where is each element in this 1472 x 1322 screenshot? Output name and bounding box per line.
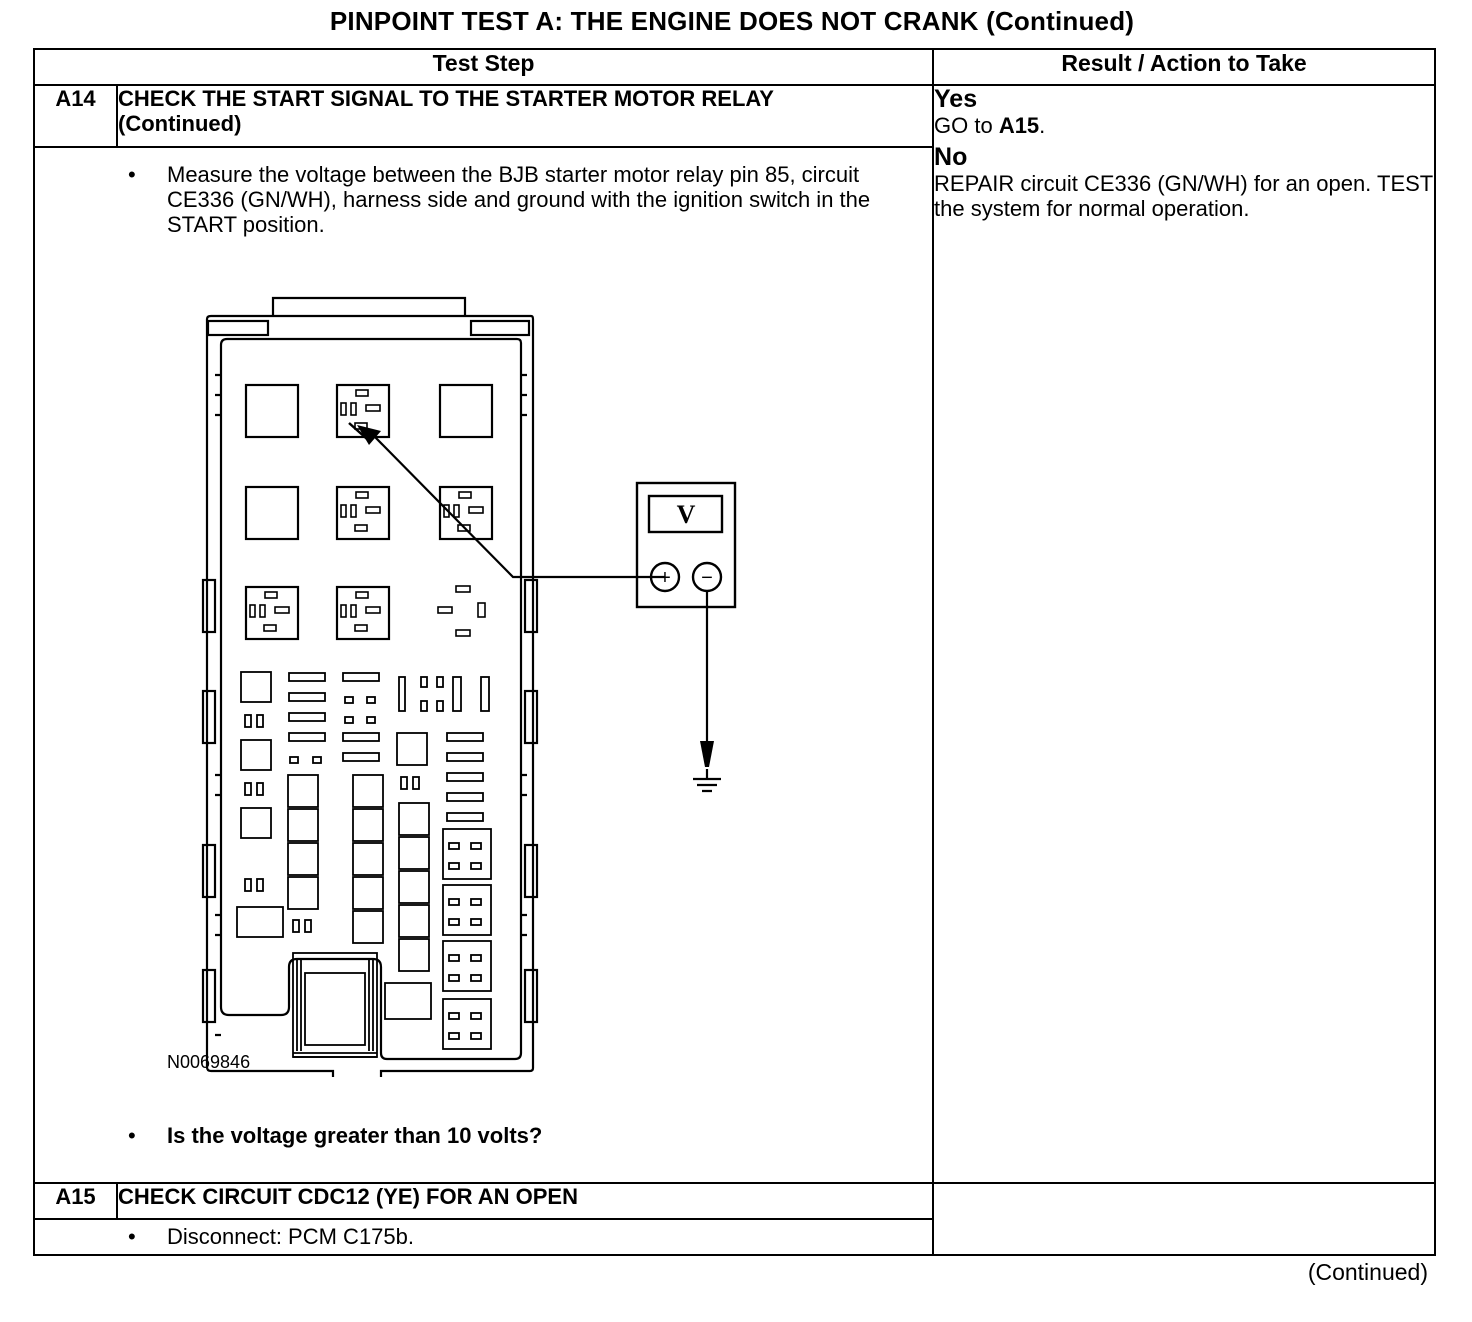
relay-4-pins [250, 592, 289, 631]
pinpoint-test-table [33, 48, 1436, 1256]
jcase-fuse-column-3 [399, 803, 429, 971]
ground-symbol [693, 769, 721, 791]
jcase-fuse-column-1 [288, 775, 318, 909]
minus-symbol: − [701, 567, 713, 589]
bullet: • [128, 162, 136, 187]
bottom-connector [293, 953, 377, 1057]
plus-symbol: + [659, 567, 671, 589]
jcase-fuse-column-2 [353, 775, 383, 943]
bjb-diagram-svg [35, 255, 933, 1077]
page-title: PINPOINT TEST A: THE ENGINE DOES NOT CRANK (Continued) [329, 6, 1135, 36]
result-yes-suffix: . [1039, 113, 1046, 138]
bullet: • [128, 1123, 136, 1148]
step-a14-instruction-text: Measure the voltage between the BJB starter motor relay pin 85, circuit CE336 (GN/WH), harness side and ground with the ignition switch in the START position. [167, 162, 871, 237]
clip-left-3 [203, 845, 215, 897]
header-test-step: Test Step [34, 49, 933, 85]
step-a14-body [34, 147, 933, 1183]
step-a14-question [35, 1123, 932, 1148]
probe-tip-arrow [357, 425, 381, 445]
latch-right [471, 321, 529, 335]
result-yes-target: A15 [998, 113, 1040, 138]
relay-socket-empty-1 [246, 385, 298, 437]
relay-socket-empty-3 [246, 487, 298, 539]
result-no-action: REPAIR circuit CE336 (GN/WH) for an open. TEST the system for normal operation. [934, 171, 1433, 221]
step-a14-title-line2: (Continued) [118, 111, 242, 136]
ground-probe-tip [700, 741, 714, 767]
step-a15-instruction-text: Disconnect: PCM C175b. [167, 1224, 414, 1249]
step-a14-question-text: Is the voltage greater than 10 volts? [167, 1123, 543, 1148]
clip-right-1 [525, 580, 537, 632]
fuse-column-small [399, 677, 489, 711]
step-a15-instruction [35, 1224, 932, 1249]
step-a15-id: A15 [34, 1183, 117, 1219]
flat-fuse-stack-2 [343, 673, 379, 761]
fuse-block-3 [241, 808, 271, 838]
bottom-center-block [385, 983, 431, 1019]
step-a15-title: CHECK CIRCUIT CDC12 (YE) FOR AN OPEN [117, 1183, 933, 1219]
figure-id: N0069846 [167, 1052, 251, 1072]
latch-left [208, 321, 268, 335]
bjb-top-tab [273, 298, 465, 316]
result-no-label: No [934, 143, 968, 171]
open-relay-pins [438, 586, 485, 636]
result-yes-action [934, 113, 1434, 138]
step-a14-instruction [35, 162, 932, 237]
clip-right-2 [525, 691, 537, 743]
flat-fuse-stack-3 [447, 733, 483, 821]
fuse-block-4 [397, 733, 427, 765]
clip-right-3 [525, 845, 537, 897]
header-result: Result / Action to Take [933, 49, 1435, 85]
step-a14-title [117, 85, 933, 147]
relay-2-pins [341, 492, 380, 531]
starter-relay-pins [341, 390, 380, 429]
step-a14-title-line1: CHECK THE START SIGNAL TO THE STARTER MOTOR RELAY [118, 86, 774, 111]
clip-right-4 [525, 970, 537, 1022]
bottom-left-block [237, 907, 283, 937]
relay-5-pins [341, 592, 380, 631]
maxi-fuse-column [443, 829, 491, 1049]
result-yes-prefix: GO to [934, 113, 999, 138]
step-a14-id: A14 [34, 85, 117, 147]
fuse-block-2 [241, 740, 271, 770]
clip-left-2 [203, 691, 215, 743]
bjb-housing-inner [221, 339, 521, 1059]
step-a14-result [933, 85, 1435, 1183]
footer-continued: (Continued) [1307, 1259, 1428, 1285]
clip-left-1 [203, 580, 215, 632]
step-a15-body [34, 1219, 933, 1255]
result-yes-label: Yes [934, 85, 978, 113]
relay-socket-empty-2 [440, 385, 492, 437]
fuse-block-1 [241, 672, 271, 702]
voltmeter-symbol: V [676, 500, 696, 529]
clip-left-4 [203, 970, 215, 1022]
bjb-voltage-diagram [35, 255, 933, 1151]
bullet: • [128, 1224, 136, 1249]
probe-lead-positive [373, 435, 665, 577]
step-a15-result [933, 1183, 1435, 1255]
flat-fuse-stack-1 [289, 673, 325, 763]
